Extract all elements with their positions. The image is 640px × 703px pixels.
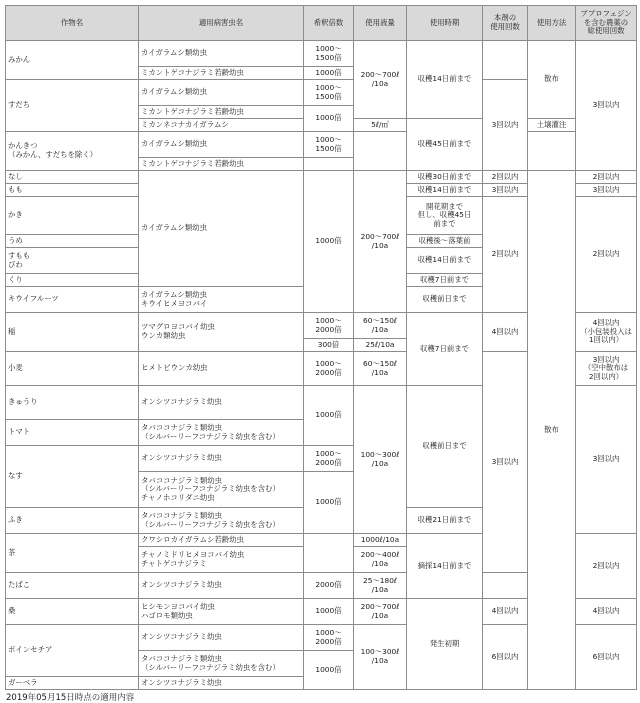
dilution-cell: 1000倍	[304, 472, 354, 534]
pest-cell: ヒメトビウンカ幼虫	[139, 352, 304, 386]
header-count: 本剤の 使用回数	[483, 6, 528, 41]
header-crop: 作物名	[6, 6, 139, 41]
volume-cell: 25ℓ/10a	[354, 339, 407, 352]
timing-cell: 収穫前日まで	[407, 287, 483, 313]
timing-cell: 発生初期	[407, 599, 483, 690]
pest-cell: カイガラムシ類幼虫	[139, 41, 304, 67]
volume-cell: 200～400ℓ /10a	[354, 547, 407, 573]
volume-cell: 60～150ℓ /10a	[354, 313, 407, 339]
crop-cell: 桑	[6, 599, 139, 625]
dilution-cell: 1000～ 1500倍	[304, 132, 354, 158]
dilution-cell: 1000倍	[304, 651, 354, 690]
dilution-cell: 300倍	[304, 339, 354, 352]
pest-cell: オンシツコナジラミ幼虫	[139, 677, 304, 690]
pest-cell: オンシツコナジラミ幼虫	[139, 573, 304, 599]
volume-cell: 60～150ℓ /10a	[354, 352, 407, 386]
pest-cell: タバココナジラミ類幼虫 （シルバーリーフコナジラミ幼虫を含む）	[139, 508, 304, 534]
timing-cell: 開花期まで 但し、収穫45日 前まで	[407, 197, 483, 235]
count-cell: 4回以内	[483, 599, 528, 625]
pest-cell: ミカントゲコナジラミ若齢幼虫	[139, 158, 304, 171]
total-count-cell: 3回以内	[576, 386, 637, 534]
dilution-cell: 1000～ 2000倍	[304, 313, 354, 339]
dilution-cell: 1000倍	[304, 171, 354, 313]
timing-cell: 収穫14日前まで	[407, 41, 483, 119]
header-volume: 使用液量	[354, 6, 407, 41]
dilution-cell	[304, 534, 354, 573]
timing-cell: 収穫14日前まで	[407, 248, 483, 274]
timing-cell: 収穫45日前まで	[407, 119, 483, 171]
pest-cell: カイガラムシ類幼虫 キウイヒメヨコバイ	[139, 287, 304, 313]
total-count-cell: 4回以内	[576, 599, 637, 625]
total-count-cell: 6回以内	[576, 625, 637, 690]
volume-cell: 200～700ℓ /10a	[354, 599, 407, 625]
timing-cell: 摘採14日前まで	[407, 534, 483, 599]
crop-cell: トマト	[6, 420, 139, 446]
header-dilution: 希釈倍数	[304, 6, 354, 41]
pest-cell: ミカントゲコナジラミ若齢幼虫	[139, 67, 304, 80]
count-cell: 4回以内	[483, 313, 528, 352]
pest-cell: ミカンネコナカイガラムシ	[139, 119, 304, 132]
total-count-cell: 3回以内	[576, 41, 637, 171]
crop-cell: もも	[6, 184, 139, 197]
volume-cell: 200～700ℓ /10a	[354, 41, 407, 119]
header-pest: 適用病害虫名	[139, 6, 304, 41]
dilution-cell: 2000倍	[304, 573, 354, 599]
crop-cell: うめ	[6, 235, 139, 248]
volume-cell: 5ℓ/㎡	[354, 119, 407, 132]
pest-cell: タバココナジラミ類幼虫 （シルバーリーフコナジラミ幼虫を含む） チャノホコリダニ幼虫	[139, 472, 304, 508]
pest-cell: ミカントゲコナジラミ若齢幼虫	[139, 106, 304, 119]
timing-cell: 収穫7日前まで	[407, 313, 483, 386]
method-cell: 散布	[528, 41, 576, 119]
pest-cell: ツマグロヨコバイ幼虫 ウンカ類幼虫	[139, 313, 304, 352]
pest-cell: オンシツコナジラミ幼虫	[139, 446, 304, 472]
total-count-cell: 2回以内	[576, 171, 637, 184]
crop-cell: なす	[6, 446, 139, 508]
pest-cell: タバココナジラミ類幼虫 （シルバーリーフコナジラミ幼虫を含む）	[139, 651, 304, 677]
crop-cell: なし	[6, 171, 139, 184]
timing-cell: 収穫21日前まで	[407, 508, 483, 534]
pest-cell: チャノミドリヒメヨコバイ幼虫 チャトゲコナジラミ	[139, 547, 304, 573]
total-count-cell: 3回以内	[576, 184, 637, 197]
total-count-cell: 3回以内 （空中散布は 2回以内）	[576, 352, 637, 386]
total-count-cell: 4回以内 （小包装投入は 1回以内）	[576, 313, 637, 352]
table-row	[6, 41, 637, 67]
timing-cell: 収穫14日前まで	[407, 184, 483, 197]
crop-cell: すもも びわ	[6, 248, 139, 274]
method-cell	[528, 132, 576, 171]
dilution-cell: 1000倍	[304, 67, 354, 80]
pest-cell: オンシツコナジラミ幼虫	[139, 625, 304, 651]
dilution-cell	[304, 158, 354, 171]
dilution-cell: 1000～ 2000倍	[304, 625, 354, 651]
pest-cell: カイガラムシ類幼虫	[139, 171, 304, 287]
count-cell: 2回以内	[483, 197, 528, 313]
timing-cell: 収穫7日前まで	[407, 274, 483, 287]
dilution-cell: 1000倍	[304, 599, 354, 625]
volume-cell	[354, 132, 407, 171]
crop-cell: くり	[6, 274, 139, 287]
timing-cell: 収穫後～落葉前	[407, 235, 483, 248]
dilution-cell: 1000～ 1500倍	[304, 41, 354, 67]
pest-cell: タバココナジラミ類幼虫 （シルバーリーフコナジラミ幼虫を含む）	[139, 420, 304, 446]
crop-cell: かき	[6, 197, 139, 235]
timing-cell: 収穫30日前まで	[407, 171, 483, 184]
total-count-cell: 2回以内	[576, 197, 637, 313]
header-total: ブプロフェジン を含む農薬の 総使用回数	[576, 6, 637, 41]
volume-cell: 200～700ℓ /10a	[354, 171, 407, 313]
header-timing: 使用時期	[407, 6, 483, 41]
crop-cell: たばこ	[6, 573, 139, 599]
count-cell: 6回以内	[483, 625, 528, 690]
count-cell	[483, 41, 528, 80]
crop-cell: きゅうり	[6, 386, 139, 420]
table-row	[6, 132, 637, 158]
volume-cell: 100～300ℓ /10a	[354, 386, 407, 534]
crop-cell: ふき	[6, 508, 139, 534]
method-cell: 散布	[528, 171, 576, 690]
crop-cell: すだち	[6, 80, 139, 132]
count-cell: 3回以内	[483, 352, 528, 573]
dilution-cell: 1000倍	[304, 106, 354, 132]
header-method: 使用方法	[528, 6, 576, 41]
crop-cell: ガーベラ	[6, 677, 139, 690]
pest-cell: ヒシモンヨコバイ幼虫 ハゴロモ類幼虫	[139, 599, 304, 625]
registration-table-container	[5, 5, 636, 703]
pest-cell: クワシロカイガラムシ若齢幼虫	[139, 534, 304, 547]
timing-cell: 収穫前日まで	[407, 386, 483, 508]
crop-cell: みかん	[6, 41, 139, 80]
pest-cell: カイガラムシ類幼虫	[139, 132, 304, 158]
crop-cell: 小麦	[6, 352, 139, 386]
method-cell: 土壌灌注	[528, 119, 576, 132]
volume-cell: 100～300ℓ /10a	[354, 625, 407, 690]
total-count-cell: 2回以内	[576, 534, 637, 599]
pest-cell: カイガラムシ類幼虫	[139, 80, 304, 106]
volume-cell: 25～180ℓ /10a	[354, 573, 407, 599]
dilution-cell: 1000～ 2000倍	[304, 352, 354, 386]
crop-cell: かんきつ （みかん、すだちを除く）	[6, 132, 139, 171]
crop-cell: 稲	[6, 313, 139, 352]
table-row	[6, 171, 637, 184]
dilution-cell: 1000～ 1500倍	[304, 80, 354, 106]
crop-cell: 茶	[6, 534, 139, 573]
dilution-cell: 1000倍	[304, 386, 354, 446]
pest-cell: オンシツコナジラミ幼虫	[139, 386, 304, 420]
count-cell: 2回以内	[483, 171, 528, 184]
volume-cell: 1000ℓ/10a	[354, 534, 407, 547]
dilution-cell: 1000～ 2000倍	[304, 446, 354, 472]
crop-cell: キウイフルーツ	[6, 287, 139, 313]
header-row	[6, 6, 637, 41]
count-cell: 3回以内	[483, 184, 528, 197]
footnote: 2019年05月15日時点の適用内容	[6, 693, 135, 703]
count-cell: 3回以内	[483, 80, 528, 171]
pesticide-registration-table	[5, 5, 637, 690]
crop-cell: ポインセチア	[6, 625, 139, 677]
